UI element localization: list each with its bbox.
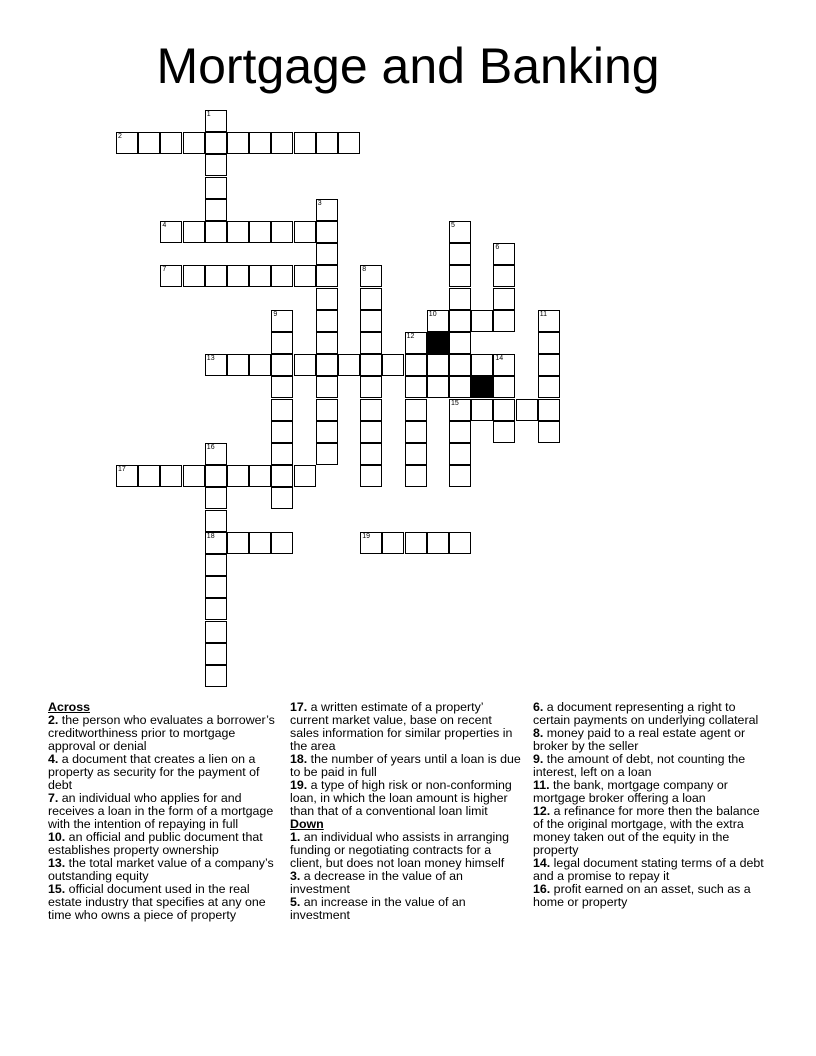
across-clue bbox=[290, 779, 522, 818]
crossword-cell[interactable] bbox=[227, 265, 249, 287]
clue-number: 3. bbox=[290, 869, 301, 883]
crossword-cell[interactable] bbox=[405, 399, 427, 421]
crossword-cell[interactable] bbox=[471, 354, 493, 376]
crossword-cell[interactable] bbox=[271, 532, 293, 554]
crossword-cell[interactable] bbox=[294, 265, 316, 287]
down-clue bbox=[290, 896, 522, 922]
clue-number: 9. bbox=[533, 752, 544, 766]
across-clue bbox=[290, 753, 522, 779]
crossword-cell[interactable] bbox=[493, 265, 515, 287]
clue-text: the person who evaluates a borrower’s creditworthiness prior to mortgage approval or denial bbox=[48, 713, 275, 753]
down-clue bbox=[533, 805, 765, 857]
crossword-cell[interactable] bbox=[316, 265, 338, 287]
clue-text: an individual who assists in arranging funding or negotiating contracts for a client, but does not loan money himself bbox=[290, 830, 510, 870]
crossword-cell[interactable] bbox=[449, 332, 471, 354]
crossword-cell[interactable] bbox=[338, 354, 360, 376]
cell-number: 2 bbox=[118, 133, 122, 141]
crossword-cell[interactable] bbox=[183, 132, 205, 154]
clue-number: 15. bbox=[48, 882, 66, 896]
crossword-cell[interactable] bbox=[205, 265, 227, 287]
crossword-cell[interactable] bbox=[271, 221, 293, 243]
crossword-cell[interactable] bbox=[116, 132, 138, 154]
crossword-cell[interactable] bbox=[249, 465, 271, 487]
crossword-cell[interactable] bbox=[249, 221, 271, 243]
crossword-cell[interactable] bbox=[316, 132, 338, 154]
crossword-block bbox=[471, 376, 493, 398]
across-clue bbox=[290, 701, 522, 753]
crossword-cell[interactable] bbox=[271, 443, 293, 465]
crossword-cell[interactable] bbox=[360, 443, 382, 465]
crossword-cell[interactable] bbox=[294, 221, 316, 243]
clue-text: the total market value of a company’s outstanding equity bbox=[48, 856, 274, 883]
crossword-cell[interactable] bbox=[316, 443, 338, 465]
crossword-cell[interactable] bbox=[316, 243, 338, 265]
crossword-cell[interactable] bbox=[405, 332, 427, 354]
down-clue bbox=[533, 857, 765, 883]
crossword-cell[interactable] bbox=[538, 354, 560, 376]
clue-text: official document used in the real estate industry that specifies at any one time who owns a piece of property bbox=[48, 882, 266, 922]
crossword-cell[interactable] bbox=[205, 487, 227, 509]
crossword-cell[interactable] bbox=[316, 288, 338, 310]
crossword-cell[interactable] bbox=[205, 177, 227, 199]
crossword-cell[interactable] bbox=[205, 465, 227, 487]
crossword-cell[interactable] bbox=[538, 376, 560, 398]
down-heading: Down bbox=[290, 817, 324, 831]
crossword-cell[interactable] bbox=[360, 332, 382, 354]
crossword-cell[interactable] bbox=[360, 399, 382, 421]
crossword-cell[interactable] bbox=[449, 399, 471, 421]
cell-number: 7 bbox=[162, 266, 167, 274]
cell-number: 14 bbox=[495, 355, 504, 363]
cell-number: 9 bbox=[273, 310, 278, 318]
crossword-cell[interactable] bbox=[493, 310, 515, 332]
crossword-cell[interactable] bbox=[271, 310, 293, 332]
clue-text: the bank, mortgage company or mortgage broker offering a loan bbox=[533, 778, 728, 805]
crossword-cell[interactable] bbox=[449, 465, 471, 487]
crossword-cell[interactable] bbox=[449, 310, 471, 332]
crossword-cell[interactable] bbox=[449, 221, 471, 243]
clue-number: 10. bbox=[48, 830, 66, 844]
cell-number: 13 bbox=[206, 355, 215, 363]
crossword-cell[interactable] bbox=[271, 487, 293, 509]
crossword-cell[interactable] bbox=[449, 243, 471, 265]
crossword-cell[interactable] bbox=[205, 621, 227, 643]
crossword-cell[interactable] bbox=[449, 443, 471, 465]
clue-number: 2. bbox=[48, 713, 59, 727]
across-clue bbox=[48, 831, 280, 857]
crossword-cell[interactable] bbox=[493, 421, 515, 443]
clue-text: the number of years until a loan is due to be paid in full bbox=[290, 752, 521, 779]
cell-number: 6 bbox=[495, 244, 500, 252]
crossword-cell[interactable] bbox=[205, 110, 227, 132]
crossword-cell[interactable] bbox=[227, 354, 249, 376]
clues-column-3 bbox=[533, 701, 765, 909]
clue-number: 18. bbox=[290, 752, 308, 766]
clue-text: an individual who applies for and receives a loan in the form of a mortgage with the intention of repaying in full bbox=[48, 791, 274, 831]
crossword-cell[interactable] bbox=[294, 132, 316, 154]
crossword-cell[interactable] bbox=[271, 332, 293, 354]
crossword-cell[interactable] bbox=[271, 354, 293, 376]
crossword-cell[interactable] bbox=[338, 132, 360, 154]
crossword-cell[interactable] bbox=[249, 354, 271, 376]
page-title: Mortgage and Banking bbox=[156, 38, 660, 94]
crossword-cell[interactable] bbox=[360, 421, 382, 443]
crossword-cell[interactable] bbox=[449, 532, 471, 554]
clue-number: 1. bbox=[290, 830, 301, 844]
cell-number: 17 bbox=[118, 466, 126, 474]
crossword-cell[interactable] bbox=[249, 265, 271, 287]
crossword-cell[interactable] bbox=[294, 354, 316, 376]
crossword-cell[interactable] bbox=[205, 443, 227, 465]
crossword-cell[interactable] bbox=[138, 465, 160, 487]
crossword-cell[interactable] bbox=[205, 598, 227, 620]
cell-number: 5 bbox=[451, 222, 455, 229]
crossword-cell[interactable] bbox=[316, 221, 338, 243]
down-clue bbox=[533, 753, 765, 779]
across-clue bbox=[48, 857, 280, 883]
across-clue bbox=[48, 753, 280, 792]
crossword-cell[interactable] bbox=[538, 399, 560, 421]
crossword-cell[interactable] bbox=[227, 221, 249, 243]
crossword-cell[interactable] bbox=[316, 310, 338, 332]
cell-number: 1 bbox=[206, 111, 211, 118]
crossword-cell[interactable] bbox=[227, 132, 249, 154]
crossword-cell[interactable] bbox=[538, 310, 560, 332]
crossword-cell[interactable] bbox=[205, 154, 227, 176]
crossword-cell[interactable] bbox=[205, 532, 227, 554]
crossword-cell[interactable] bbox=[271, 399, 293, 421]
crossword-cell[interactable] bbox=[316, 354, 338, 376]
crossword-cell[interactable] bbox=[205, 354, 227, 376]
cell-number: 3 bbox=[317, 199, 322, 207]
cell-number: 8 bbox=[362, 266, 367, 274]
crossword-cell[interactable] bbox=[316, 332, 338, 354]
across-clue bbox=[48, 883, 280, 922]
clue-number: 13. bbox=[48, 856, 66, 870]
crossword-cell[interactable] bbox=[405, 354, 427, 376]
crossword-cell[interactable] bbox=[183, 265, 205, 287]
clue-number: 11. bbox=[533, 778, 550, 792]
clues-column-2 bbox=[290, 701, 522, 922]
crossword-cell[interactable] bbox=[316, 399, 338, 421]
crossword-cell[interactable] bbox=[493, 354, 515, 376]
crossword-cell[interactable] bbox=[405, 532, 427, 554]
clue-text: a decrease in the value of an investment bbox=[290, 869, 463, 896]
across-clue bbox=[48, 792, 280, 831]
clue-text: the amount of debt, not counting the interest, left on a loan bbox=[533, 752, 746, 779]
down-clue bbox=[533, 727, 765, 753]
crossword-cell[interactable] bbox=[205, 554, 227, 576]
crossword-cell[interactable] bbox=[538, 332, 560, 354]
crossword-cell[interactable] bbox=[427, 376, 449, 398]
clue-number: 6. bbox=[533, 700, 544, 714]
crossword-cell[interactable] bbox=[205, 132, 227, 154]
down-clue bbox=[533, 701, 765, 727]
crossword-cell[interactable] bbox=[493, 399, 515, 421]
crossword-cell[interactable] bbox=[405, 443, 427, 465]
crossword-cell[interactable] bbox=[183, 221, 205, 243]
crossword-cell[interactable] bbox=[160, 221, 182, 243]
crossword-cell[interactable] bbox=[360, 376, 382, 398]
down-clue bbox=[533, 883, 765, 909]
clue-text: profit earned on an asset, such as a home or property bbox=[533, 882, 751, 909]
crossword-cell[interactable] bbox=[205, 221, 227, 243]
crossword-cell[interactable] bbox=[382, 354, 404, 376]
clue-number: 5. bbox=[290, 895, 301, 909]
clue-text: a type of high risk or non-conforming loan, in which the loan amount is higher than that of a conventional loan limit bbox=[290, 778, 512, 818]
clue-number: 17. bbox=[290, 700, 308, 714]
crossword-cell[interactable] bbox=[471, 310, 493, 332]
crossword-cell[interactable] bbox=[405, 465, 427, 487]
crossword-cell[interactable] bbox=[427, 532, 449, 554]
clue-number: 16. bbox=[533, 882, 551, 896]
crossword-cell[interactable] bbox=[205, 199, 227, 221]
crossword-cell[interactable] bbox=[271, 376, 293, 398]
crossword-cell[interactable] bbox=[160, 465, 182, 487]
crossword-cell[interactable] bbox=[471, 399, 493, 421]
crossword-cell[interactable] bbox=[271, 265, 293, 287]
crossword-cell[interactable] bbox=[205, 576, 227, 598]
clue-number: 7. bbox=[48, 791, 59, 805]
crossword-cell[interactable] bbox=[116, 465, 138, 487]
crossword-cell[interactable] bbox=[449, 288, 471, 310]
crossword-cell[interactable] bbox=[538, 421, 560, 443]
cell-number: 18 bbox=[206, 532, 215, 540]
crossword-cell[interactable] bbox=[493, 243, 515, 265]
clue-number: 19. bbox=[290, 778, 308, 792]
crossword-cell[interactable] bbox=[427, 354, 449, 376]
clue-text: a written estimate of a property’ current market value, base on recent sales information for similar properties in the area bbox=[290, 700, 513, 753]
crossword-cell[interactable] bbox=[249, 132, 271, 154]
crossword-cell[interactable] bbox=[205, 643, 227, 665]
cell-number: 16 bbox=[206, 444, 215, 451]
crossword-cell[interactable] bbox=[382, 532, 404, 554]
crossword-cell[interactable] bbox=[360, 532, 382, 554]
crossword-cell[interactable] bbox=[427, 310, 449, 332]
crossword-cell[interactable] bbox=[271, 421, 293, 443]
cell-number: 11 bbox=[539, 310, 548, 318]
crossword-cell[interactable] bbox=[360, 288, 382, 310]
crossword-cell[interactable] bbox=[449, 354, 471, 376]
cell-number: 15 bbox=[451, 399, 459, 407]
crossword-cell[interactable] bbox=[516, 399, 538, 421]
crossword-cell[interactable] bbox=[360, 310, 382, 332]
clues-column-1 bbox=[48, 701, 280, 922]
crossword-cell[interactable] bbox=[205, 510, 227, 532]
crossword-cell[interactable] bbox=[493, 376, 515, 398]
cell-number: 4 bbox=[162, 222, 167, 229]
clue-number: 12. bbox=[533, 804, 551, 818]
crossword-cell[interactable] bbox=[405, 421, 427, 443]
crossword-cell[interactable] bbox=[316, 421, 338, 443]
crossword-cell[interactable] bbox=[249, 532, 271, 554]
crossword-cell[interactable] bbox=[271, 465, 293, 487]
down-clue bbox=[533, 779, 765, 805]
crossword-cell[interactable] bbox=[160, 265, 182, 287]
crossword-cell[interactable] bbox=[449, 421, 471, 443]
crossword-cell[interactable] bbox=[205, 665, 227, 687]
crossword-cell[interactable] bbox=[449, 265, 471, 287]
crossword-cell[interactable] bbox=[227, 532, 249, 554]
clue-number: 8. bbox=[533, 726, 544, 740]
clue-number: 4. bbox=[48, 752, 59, 766]
crossword-cell[interactable] bbox=[294, 465, 316, 487]
crossword-cell[interactable] bbox=[360, 465, 382, 487]
crossword-cell[interactable] bbox=[138, 132, 160, 154]
clue-text: a document that creates a lien on a property as security for the payment of debt bbox=[48, 752, 260, 792]
crossword-cell[interactable] bbox=[227, 465, 249, 487]
crossword-cell[interactable] bbox=[360, 354, 382, 376]
across-clue bbox=[48, 714, 280, 753]
cell-number: 19 bbox=[362, 532, 370, 540]
clue-text: a document representing a right to certain payments on underlying collateral bbox=[533, 700, 759, 727]
clue-text: an increase in the value of an investment bbox=[290, 895, 466, 922]
cell-number: 12 bbox=[406, 333, 415, 340]
crossword-block bbox=[427, 332, 449, 354]
crossword-cell[interactable] bbox=[360, 265, 382, 287]
clue-text: money paid to a real estate agent or broker by the seller bbox=[533, 726, 746, 753]
cell-number: 10 bbox=[428, 310, 437, 318]
crossword-cell[interactable] bbox=[405, 376, 427, 398]
down-clue bbox=[290, 831, 522, 870]
crossword-cell[interactable] bbox=[316, 199, 338, 221]
crossword-cell[interactable] bbox=[316, 376, 338, 398]
down-clue bbox=[290, 870, 522, 896]
crossword-cell[interactable] bbox=[271, 132, 293, 154]
crossword-cell[interactable] bbox=[449, 376, 471, 398]
crossword-cell[interactable] bbox=[160, 132, 182, 154]
across-heading: Across bbox=[48, 700, 91, 714]
crossword-cell[interactable] bbox=[493, 288, 515, 310]
clue-text: a refinance for more then the balance of the original mortgage, with the extra money taken out of the equity in the property bbox=[533, 804, 760, 857]
clue-text: an official and public document that establishes property ownership bbox=[48, 830, 263, 857]
clue-number: 14. bbox=[533, 856, 551, 870]
crossword-cell[interactable] bbox=[183, 465, 205, 487]
clue-text: legal document stating terms of a debt and a promise to repay it bbox=[533, 856, 764, 883]
